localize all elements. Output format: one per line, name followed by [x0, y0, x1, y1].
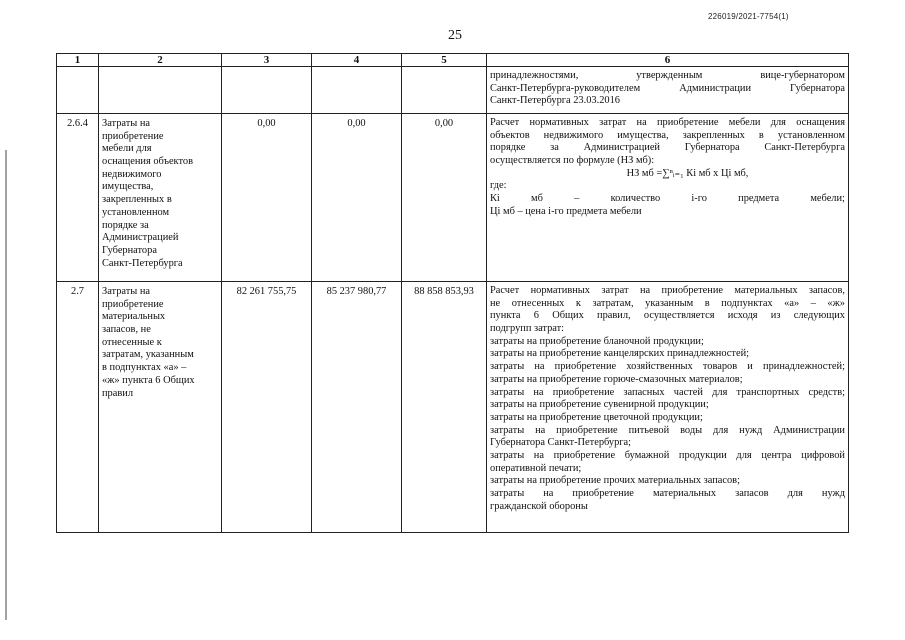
text-line: затраты на приобретение хозяйственных товаров и принадлежностей;	[490, 361, 845, 373]
table-row	[57, 67, 849, 114]
text-line: отнесенные к	[102, 336, 162, 348]
text-line: затраты на приобретение запасных частей для транспортных средств;	[490, 386, 845, 398]
table-row	[57, 114, 849, 282]
text-line: Затраты на	[102, 286, 151, 297]
text-line: объектов недвижимого имущества, закрепленных в установленном	[490, 129, 845, 141]
word: i-го	[691, 193, 707, 205]
text-line: Расчет нормативных затрат на приобретение материальных запасов,	[490, 285, 845, 296]
cell-value: 88 858 853,93	[402, 282, 487, 533]
text-line: в подпунктах «а» –	[102, 362, 187, 374]
word: Кi	[490, 193, 500, 205]
text-line: Цi мб – цена i-го предмета мебели	[490, 205, 642, 217]
text-line: Санкт-Петербурга-руководителем Администрации Губернатора	[490, 82, 845, 94]
word: мб	[531, 193, 543, 205]
text-line: затраты на приобретение цветочной продукции;	[490, 411, 703, 423]
text-line: правил	[102, 387, 134, 399]
cell-value: 0,00	[222, 114, 312, 282]
text-line: порядке за Администрацией Губернатора Санкт-Петербурга	[490, 142, 845, 154]
text-line: затраты на приобретение материальных запасов для нужд	[490, 488, 845, 499]
cell-value: 0,00	[402, 114, 487, 282]
text-line: не отнесенных к затратам, указанным в подпунктах «а» – «ж»	[490, 297, 845, 309]
word: –	[574, 193, 580, 205]
text-line: Затраты на	[102, 118, 151, 129]
text-line: мебели для	[102, 143, 152, 155]
text-line: затраты на приобретение бумажной продукции для центра цифровой	[490, 449, 845, 461]
column-header: 2	[99, 54, 222, 67]
text-line: затраты на приобретение канцелярских принадлежностей;	[490, 348, 750, 360]
row-number: 2.6.4	[57, 114, 99, 282]
word: предмета	[738, 193, 780, 205]
text-line: Санкт-Петербурга 23.03.2016	[490, 95, 620, 107]
cell-description	[487, 67, 849, 114]
text-line: приобретение	[102, 298, 164, 310]
table-header-row	[57, 54, 849, 67]
text-line: порядке за	[102, 219, 149, 231]
page-number: 25	[448, 28, 462, 43]
column-header: 6	[487, 54, 849, 67]
column-header: 4	[312, 54, 402, 67]
text-line: затраты на приобретение бланочной продукции;	[490, 335, 704, 347]
document-id: 226019/2021-7754(1)	[708, 12, 789, 21]
text-line: недвижимого	[102, 168, 162, 180]
word: мебели;	[810, 193, 845, 205]
word: утвержденным	[636, 70, 703, 81]
text-line: Расчет нормативных затрат на приобретение мебели для оснащения	[490, 117, 845, 128]
text-line: где:	[490, 180, 507, 192]
row-number: 2.7	[57, 282, 99, 533]
text-line: имущества,	[102, 181, 154, 193]
text-line: Администрацией	[102, 232, 179, 244]
text-line: Санкт-Петербурга	[102, 257, 183, 269]
cell-name	[99, 67, 222, 114]
cell-value: 0,00	[312, 114, 402, 282]
text-line: затратам, указанным	[102, 349, 194, 361]
text-line: затраты на приобретение сувенирной продукции;	[490, 399, 709, 411]
text-line: «ж» пункта 6 Общих	[102, 374, 195, 386]
word: принадлежностями,	[490, 70, 579, 81]
text-line: оснащения объектов	[102, 156, 193, 168]
cell-description	[487, 114, 849, 282]
text-line: материальных	[102, 311, 166, 323]
text-line: запасов, не	[102, 324, 151, 336]
text-line: подгрупп затрат:	[490, 323, 565, 335]
formula: НЗ мб =∑ⁿᵢ₌₁ Кi мб х Цi мб,	[626, 167, 749, 179]
text-line: Губернатора	[102, 244, 157, 256]
text-line: оперативной печати;	[490, 462, 582, 474]
column-header: 1	[57, 54, 99, 67]
text-line	[490, 193, 845, 206]
scan-edge-mark	[5, 150, 7, 620]
text-line: затраты на приобретение горюче-смазочных материалов;	[490, 373, 743, 385]
cell-value: 82 261 755,75	[222, 282, 312, 533]
text-line	[490, 70, 845, 83]
text-line: затраты на приобретение прочих материальных запасов;	[490, 475, 740, 487]
text-line: гражданской обороны	[490, 500, 588, 512]
table-row	[57, 282, 849, 533]
text-line: закрепленных в	[102, 194, 172, 206]
cell-name	[99, 114, 222, 282]
cell-value: 85 237 980,77	[312, 282, 402, 533]
text-line: Губернатора Санкт-Петербурга;	[490, 437, 632, 449]
cell-name	[99, 282, 222, 533]
cell-description	[487, 282, 849, 533]
cost-table	[56, 53, 849, 533]
cell-value	[222, 67, 312, 114]
cell-value	[312, 67, 402, 114]
column-header: 3	[222, 54, 312, 67]
text-line: затраты на приобретение питьевой воды для нужд Администрации	[490, 424, 845, 436]
text-line: пункта 6 Общих правил, осуществляется исходя из следующих	[490, 310, 845, 322]
column-header: 5	[402, 54, 487, 67]
text-line: приобретение	[102, 130, 164, 142]
text-line: осуществляется по формуле (НЗ мб):	[490, 155, 655, 167]
word: количество	[610, 193, 661, 205]
cell-num	[57, 67, 99, 114]
word: вице-губернатором	[760, 70, 845, 81]
text-line: установленном	[102, 206, 170, 218]
cell-value	[402, 67, 487, 114]
